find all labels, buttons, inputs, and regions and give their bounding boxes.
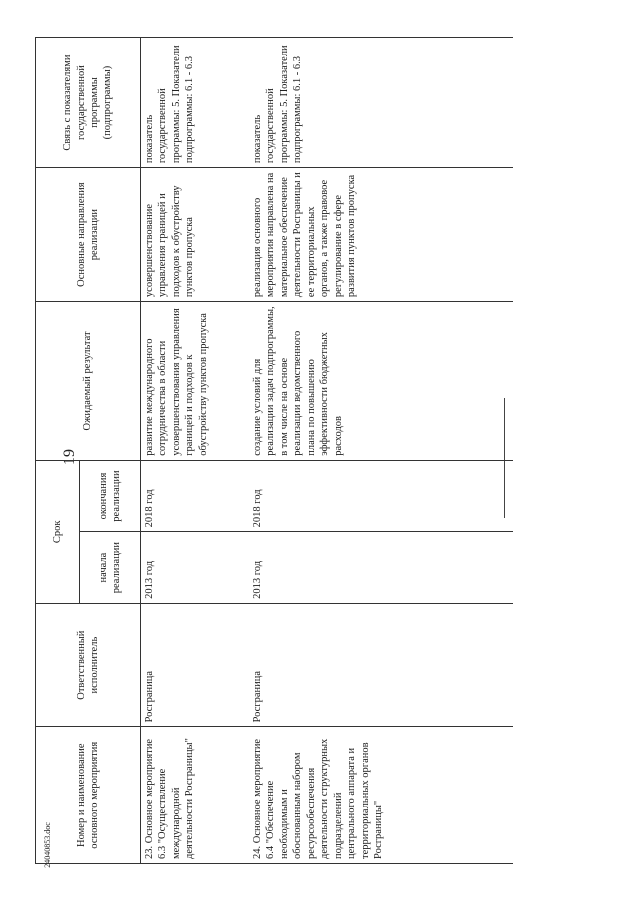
row-result: развитие международного сотрудничества в области усовершенствования управления границей и подходов к обустройству пунктов пропуска	[141, 302, 250, 461]
header-start: начала реализации	[80, 532, 141, 604]
row-num-name	[249, 727, 513, 864]
row-link: показатель государственной программы: 5. Показатели подпрограммы: 6.1 - 6.3	[141, 38, 250, 168]
row-link: показатель государственной программы: 5. Показатели подпрограммы: 6.1 - 6.3	[249, 38, 513, 168]
row-start: 2013 год	[249, 532, 513, 604]
row-name: Основное мероприятие 6.4 "Обеспечение необходимым и обоснованным набором ресурсообеспечения деятельности структурных подразделений центрального аппарата и территориальных органов Росграницы"	[252, 738, 384, 859]
activities-table	[35, 37, 513, 864]
row-start: 2013 год	[141, 532, 250, 604]
header-result: Ожидаемый результат	[36, 302, 141, 461]
document-id: 24040853.doc	[43, 822, 52, 868]
row-executor: Росграница	[141, 603, 250, 727]
row-directions: реализация основного мероприятия направлена на материальное обеспечение деятельности Росграницы и ее территориальных органов, а также правовое регулирование в сфере развития пунктов пропуска	[249, 168, 513, 302]
rotated-table-container	[35, 37, 565, 864]
row-end: 2018 год	[141, 460, 250, 532]
table-row	[141, 38, 250, 864]
table-row	[249, 38, 513, 864]
header-link: Связь с показателями государственной программы (подпрограммы)	[36, 38, 141, 168]
header-executor: Ответственный исполнитель	[36, 603, 141, 727]
header-num-name: Номер и наименование основного мероприятия	[36, 727, 141, 864]
row-name: Основное мероприятие 6.3 "Осуществление международной деятельности Росграницы"	[144, 738, 196, 859]
row-number: 23.	[144, 845, 155, 859]
row-num-name	[141, 727, 250, 864]
header-term: Срок	[36, 460, 80, 603]
header-directions: Основные направления реализации	[36, 168, 141, 302]
row-result: создание условий для реализации задач подпрограммы, в том числе на основе реализации ведомственного плана по повышению эффективности бюджетных расходов	[249, 302, 513, 461]
row-directions: усовершенствование управления границей и подходов к обустройству пунктов пропуска	[141, 168, 250, 302]
page-number: 19	[61, 449, 78, 465]
row-end: 2018 год	[249, 460, 513, 532]
row-executor: Росграница	[249, 603, 513, 727]
header-end: окончания реализации	[80, 460, 141, 532]
row-number: 24.	[252, 845, 263, 859]
